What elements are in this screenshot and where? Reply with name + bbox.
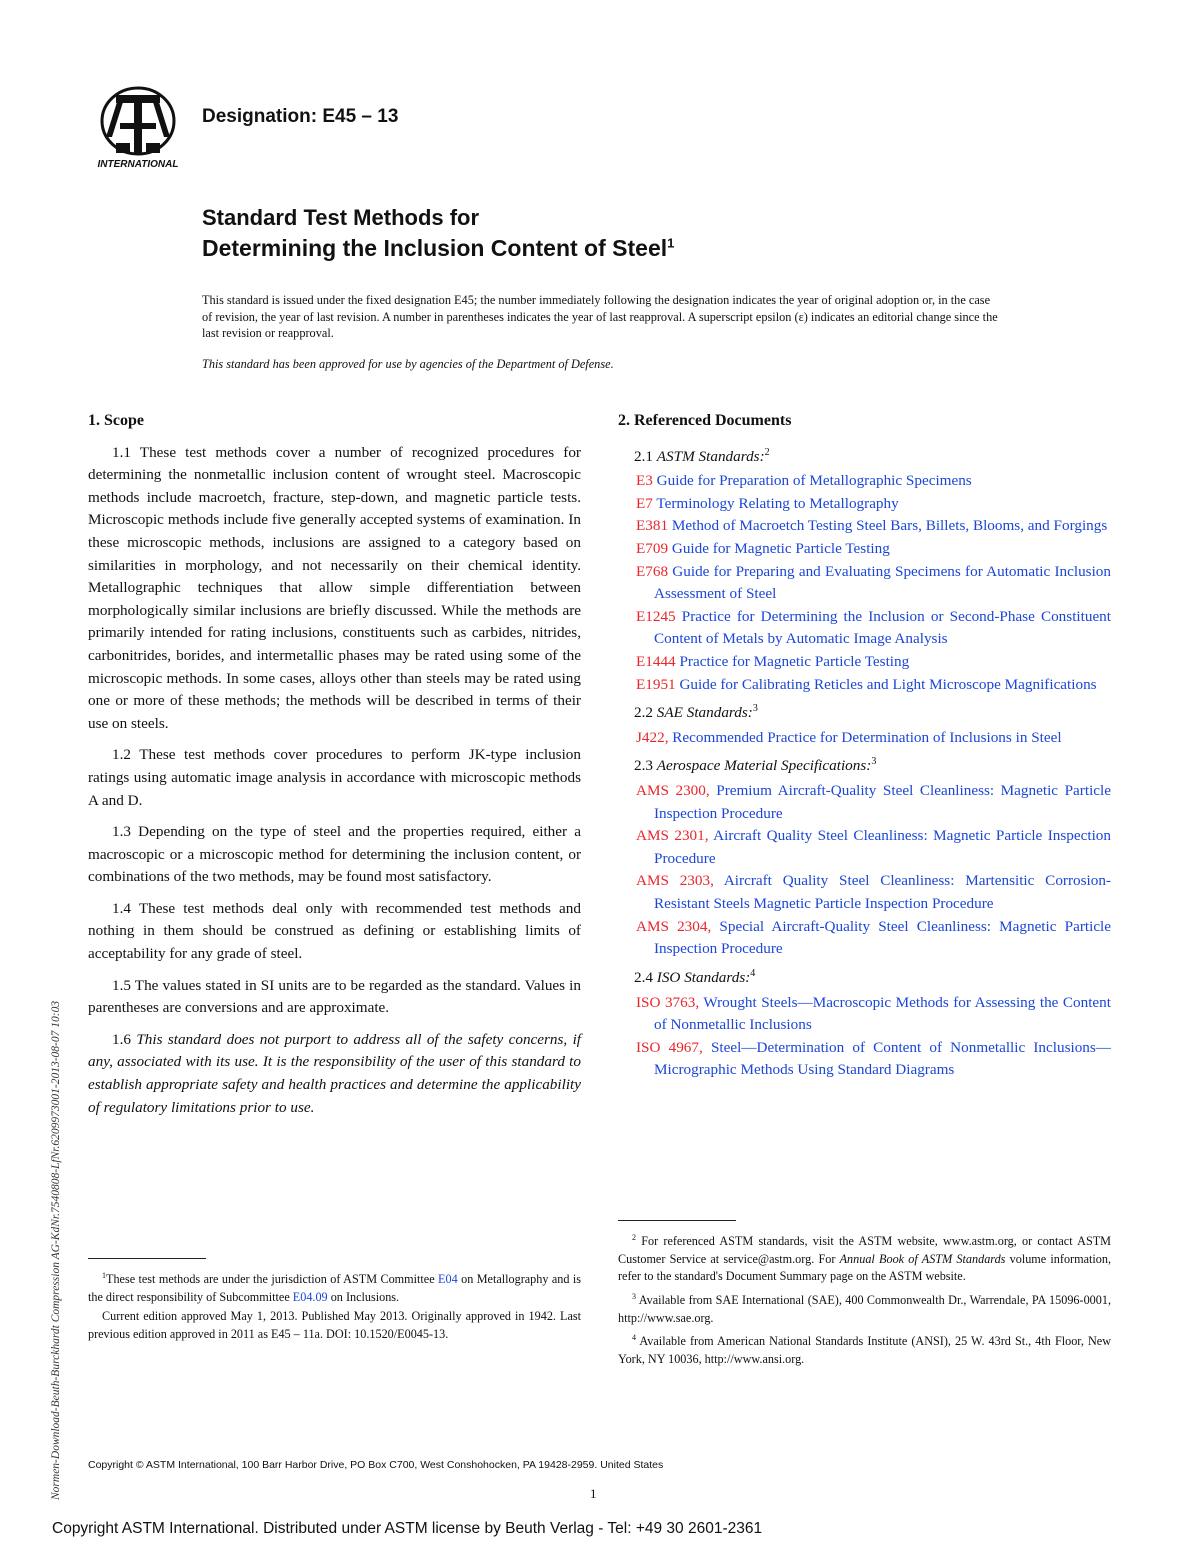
referenced-document-link[interactable]	[618, 870, 1111, 915]
document-code[interactable]: AMS 2301,	[636, 827, 709, 845]
referenced-documents-section	[618, 410, 1111, 1082]
document-title[interactable]: Practice for Determining the Inclusion or Second-Phase Constituent Content of Metals by Automatic Image Analysis	[654, 607, 1111, 648]
issue-note: This standard is issued under the fixed designation E45; the number immediately following the designation indicates the year of original adoption or, in the case of revision, the year of last revision. A number in parentheses indicates the year of last reapproval. A superscript epsilon (ε) indicates an editorial change since the last revision or reapproval.	[202, 293, 998, 340]
document-code[interactable]: AMS 2304,	[636, 917, 712, 935]
footnote-4: $^4$ Available from American National Standards Institute (ANSI), 25 W. 43rd St., 4th Floor, New York, NY 10036, http://www.ansi.org.	[618, 1333, 1111, 1366]
document-code[interactable]: E1245	[636, 607, 676, 625]
referenced-document-link[interactable]	[618, 1037, 1111, 1082]
document-title[interactable]: Practice for Magnetic Particle Testing	[679, 653, 910, 670]
page-number: 1	[590, 1486, 597, 1501]
side-watermark: Normen-Download-Beuth-Burckhardt Compression AG-KdNr.7540808-LfNr.6209973001-2013-08-07 10:03	[50, 1000, 62, 1500]
scope-paragraph-1-4: 1.4 These test methods deal only with recommended test methods and nothing in them should be construed as defining or establishing limits of acceptability for any grade of steel.	[88, 899, 581, 963]
document-code[interactable]: ISO 4967,	[636, 1038, 703, 1056]
title-line-1: Standard Test Methods for	[202, 205, 480, 230]
scope-paragraph-1-1: 1.1 These test methods cover a number of recognized procedures for determining the nonmetallic inclusion content of wrought steel. Macroscopic methods include macroetch, fracture, step-down, and magnetic particle tests. Microscopic methods include five generally accepted systems of examination. In these microscopic methods, inclusions are assigned to a category based on similarities in morphology, and not necessarily on their chemical identity. Metallographic techniques that allow simple differentiation between morphologically similar inclusions are briefly discussed. While the methods are primarily intended for rating inclusions, constituents such as carbides, nitrides, carbonitrides, borides, and intermetallic phases may be rated using some of the microscopic methods. In some cases, alloys other than steels may be rated using one or more of these methods; the methods will be described in terms of their use on steels.	[88, 443, 581, 732]
refdocs-subheading: 2.2 SAE Standards:$^3$	[634, 703, 758, 722]
footnote-2: $^2$ For referenced ASTM standards, visit the ASTM website, www.astm.org, or contact ASTM Customer Service at service@astm.org. For Annual Book of ASTM Standards volume information, refer to the standard's Document Summary page on the ASTM website.	[618, 1233, 1112, 1284]
astm-logo	[86, 85, 190, 171]
referenced-document-link[interactable]	[618, 825, 1111, 870]
document-code[interactable]: E381	[636, 517, 669, 535]
title-line-2: Determining the Inclusion Content of Steel$^1$	[202, 235, 675, 261]
document-title[interactable]: Special Aircraft-Quality Steel Cleanliness: Magnetic Particle Inspection Procedure	[654, 917, 1112, 958]
document-code[interactable]: ISO 3763,	[636, 993, 700, 1011]
document-code[interactable]: AMS 2303,	[636, 872, 714, 890]
document-title[interactable]: Guide for Magnetic Particle Testing	[671, 540, 890, 558]
referenced-document-link[interactable]	[618, 493, 1111, 516]
document-code[interactable]: E709	[636, 540, 669, 558]
referenced-document-link[interactable]	[618, 780, 1111, 825]
document-code[interactable]: E3	[636, 472, 653, 490]
document-code[interactable]: E768	[636, 562, 669, 580]
logo-wordmark: INTERNATIONAL	[97, 159, 179, 170]
document-code[interactable]: J422,	[636, 728, 669, 746]
refdocs-groups	[618, 442, 1111, 1082]
scope-heading: 1. Scope	[88, 412, 144, 429]
refdocs-heading: 2. Referenced Documents	[618, 412, 792, 429]
refdocs-subheading: 2.4 ISO Standards:$^4$	[634, 967, 756, 986]
committee-e04-link[interactable]: E04	[438, 1272, 458, 1287]
document-title[interactable]: Aircraft Quality Steel Cleanliness: Magnetic Particle Inspection Procedure	[654, 827, 1111, 867]
scope-paragraph-1-2: 1.2 These test methods cover procedures to perform JK-type inclusion ratings using automatic image analysis in accordance with microscopic methods A and D.	[88, 746, 581, 809]
referenced-document-link[interactable]	[618, 727, 1111, 750]
footnote-rule	[88, 1258, 206, 1259]
document-title[interactable]: Method of Macroetch Testing Steel Bars, Billets, Blooms, and Forgings	[671, 517, 1108, 535]
document-code[interactable]: E1444	[636, 653, 676, 670]
document-title[interactable]: Steel—Determination of Content of Nonmetallic Inclusions—Micrographic Methods Using Standard Diagrams	[654, 1038, 1111, 1079]
copyright-line: Copyright © ASTM International, 100 Barr Harbor Drive, PO Box C700, West Conshohocken, PA 19428-2959. United States	[88, 1459, 664, 1471]
document-code[interactable]: E1951	[636, 675, 676, 693]
referenced-document-link[interactable]	[618, 470, 1111, 493]
footnote-1-edition: Current edition approved May 1, 2013. Published May 2013. Originally approved in 1942. Last previous edition approved in 2011 as E45 – 11a. DOI: 10.1520/E0045-13.	[88, 1309, 581, 1341]
document-title[interactable]: Guide for Preparation of Metallographic Specimens	[656, 472, 972, 490]
subcommittee-e0409-link[interactable]: E04.09	[292, 1289, 328, 1304]
document-title[interactable]: Recommended Practice for Determination of Inclusions in Steel	[672, 728, 1062, 746]
title-footnote-mark: 1	[667, 235, 675, 251]
referenced-document-link[interactable]	[618, 674, 1111, 697]
document-title[interactable]: Aircraft Quality Steel Cleanliness: Martensitic Corrosion-Resistant Steels Magnetic Particle Inspection Procedure	[654, 872, 1111, 913]
document-title[interactable]: Premium Aircraft-Quality Steel Cleanliness: Magnetic Particle Inspection Procedure	[654, 782, 1111, 822]
document-title[interactable]: Wrought Steels—Macroscopic Methods for Assessing the Content of Nonmetallic Inclusions	[654, 993, 1111, 1034]
designation: Designation: E45 – 13	[202, 106, 399, 127]
scope-section	[88, 410, 581, 1128]
footnotes-left	[88, 1258, 581, 1345]
document-code[interactable]: E7	[636, 494, 653, 512]
document-code[interactable]: AMS 2300,	[636, 782, 710, 800]
referenced-document-link[interactable]	[618, 561, 1111, 606]
scope-paragraph-1-5: 1.5 The values stated in SI units are to be regarded as the standard. Values in parentheses are conversions and are approximate.	[88, 976, 581, 1017]
document-title[interactable]: Guide for Calibrating Reticles and Light Microscope Magnifications	[679, 675, 1097, 693]
document-title[interactable]: Guide for Preparing and Evaluating Specimens for Automatic Inclusion Assessment of Steel	[654, 562, 1111, 603]
document-title[interactable]: Terminology Relating to Metallography	[656, 494, 899, 512]
referenced-document-link[interactable]	[618, 515, 1111, 538]
referenced-document-link[interactable]	[618, 651, 1111, 674]
license-line: Copyright ASTM International. Distributed under ASTM license by Beuth Verlag - Tel: +49 30 2601-2361	[52, 1520, 763, 1537]
referenced-document-link[interactable]	[618, 606, 1111, 651]
footnotes-right	[618, 1220, 1111, 1370]
refdocs-subheading: 2.1 ASTM Standards:$^2$	[634, 446, 770, 465]
scope-paragraph-1-6: 1.6 This standard does not purport to address all of the safety concerns, if any, associated with its use. It is the responsibility of the user of this standard to establish appropriate safety and health practices and determine the applicability of regulatory limitations prior to use.	[88, 1030, 582, 1116]
footnote-rule	[618, 1220, 736, 1221]
footnote-1: $^1$These test methods are under the jurisdiction of ASTM Committee E04 on Metallography and is the direct responsibility of Subcommittee E04.09 on Inclusions.	[88, 1271, 582, 1304]
dod-note: This standard has been approved for use by agencies of the Department of Defense.	[202, 357, 614, 371]
referenced-document-link[interactable]	[618, 916, 1111, 961]
scope-paragraph-1-3: 1.3 Depending on the type of steel and the properties required, either a macroscopic or a microscopic method for determining the inclusion content, or combinations of the two methods, may be found most satisfactory.	[88, 823, 581, 886]
referenced-document-link[interactable]	[618, 992, 1111, 1037]
footnote-3: $^3$ Available from SAE International (SAE), 400 Commonwealth Dr., Warrendale, PA 15096-0001, http://www.sae.org.	[618, 1291, 1111, 1325]
referenced-document-link[interactable]	[618, 538, 1111, 561]
refdocs-subheading: 2.3 Aerospace Material Specifications:$^3$	[634, 756, 877, 775]
